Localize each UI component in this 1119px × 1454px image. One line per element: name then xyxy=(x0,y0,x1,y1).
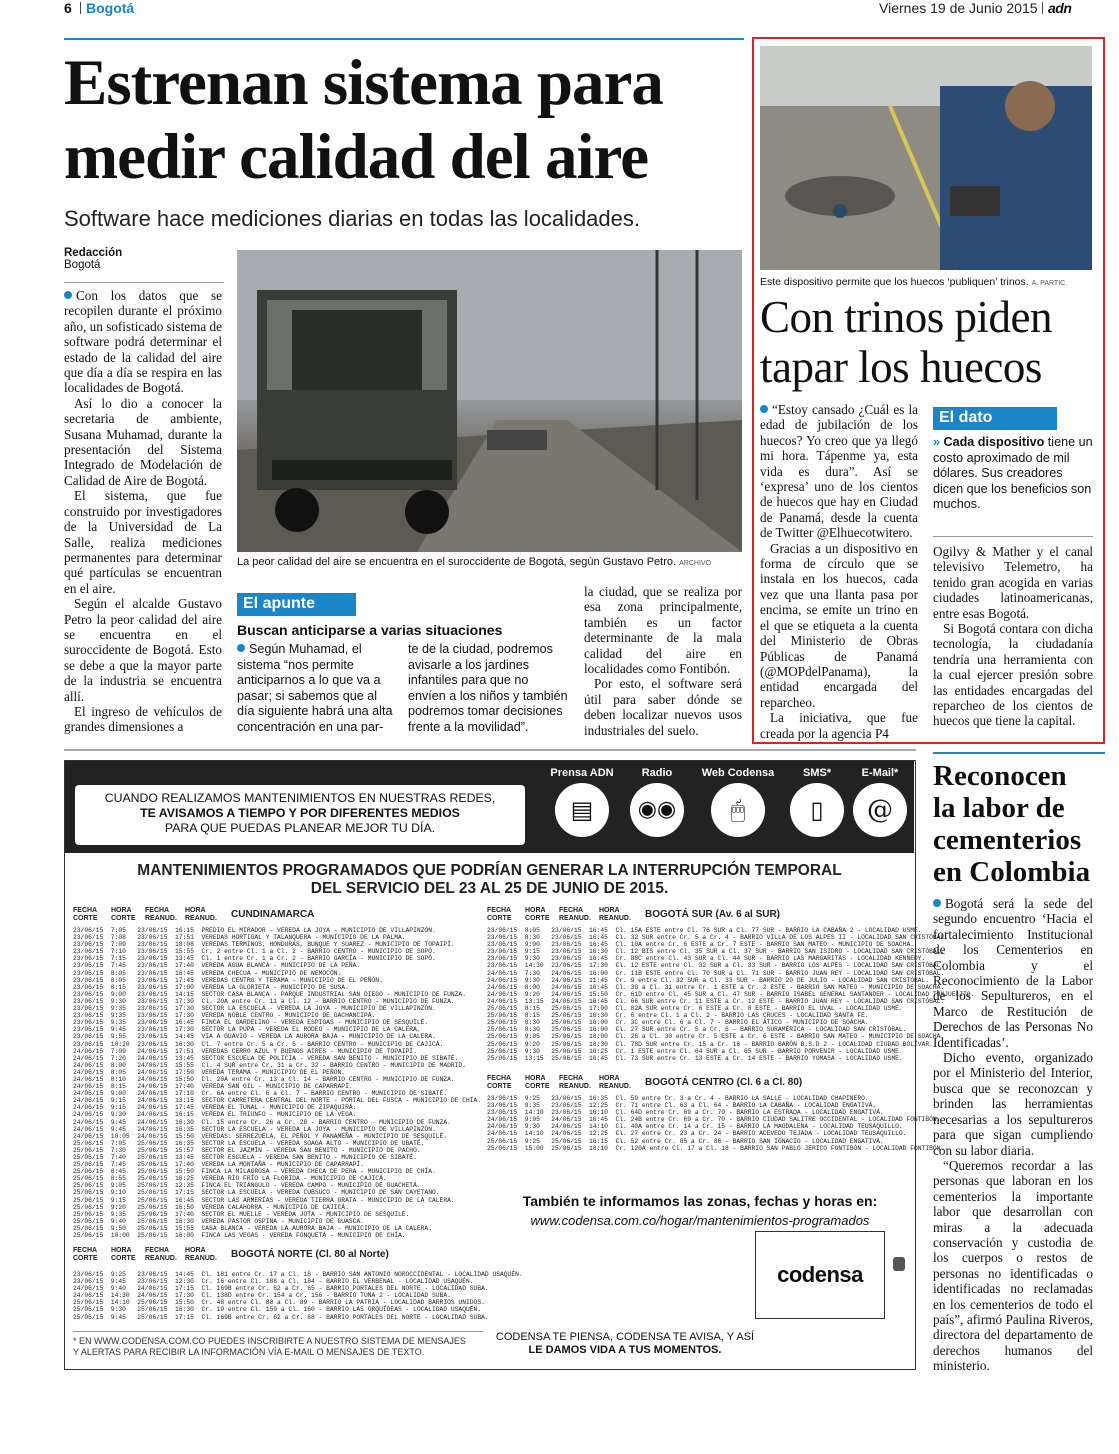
schedule-row: 23/06/15 9:45 23/06/15 12:30 Cr. 16 entre Cl. 188 a Cl. 184 - BARRIO EL VERBENAL - LOCALIDAD USAQUÉN. xyxy=(73,1278,474,1286)
schedule-row: 23/06/15 7:09 23/06/15 18:08 VEREDAS TERMINOS, HONDURAS, BUNQUE Y SUAREZ - MUNICIPIO DE TOPAIPÍ. xyxy=(73,941,455,949)
byline-place: Bogotá xyxy=(64,259,101,271)
byline-name: Redacción xyxy=(64,247,123,259)
byline xyxy=(64,247,224,271)
sur-header: FECHA CORTE HORA CORTE FECHA REANUD. HORA REANUD. BOGOTÁ SUR (Av. 6 al SUR) xyxy=(487,907,781,922)
cund-header: FECHA CORTE HORA CORTE FECHA REANUD. HORA REANUD. CUNDINAMARCA xyxy=(73,907,315,922)
side-col2: Ogilvy & Mather y el canal televisivo Telemetro, ha tenido gran acogida en varias ciudades latinoamericanas, entre esas Bogotá. Si Bogotá contara con dicha tecnología, la ciudadanía tendría una herramienta con la cual ejercer presión sobre las entidades encargadas del reparcheo de los cientos de huecos que tiene la capital. xyxy=(933,544,1093,729)
apunte-col1: Según Muhamad, el sistema “nos permite anticiparnos a lo que va a pasar; si sabemos que al día siguiente habrá una alta concentración en una par- xyxy=(237,642,393,734)
dato-box: » Cada dispositivo tiene un costo aproximado de mil dólares. Sus creadores dicen que los beneficios son muchos. xyxy=(933,435,1093,511)
schedule-row: 23/06/15 9:30 23/06/15 16:45 Cr. 88C entre Cl. 43 SUR a Cl. 44 SUR - BARRIO LAS MARGARITAS - LOCALIDAD KENNEDY. xyxy=(487,955,926,963)
schedule-row: 23/06/15 10:20 23/06/15 16:30 Cl. 7 entre Cr. 5 a Cr. 6 - BARRIO CENTRO - MUNICIPIO DE CAJICÁ. xyxy=(73,1040,444,1048)
schedule-row: 23/06/15 8:30 23/06/15 16:45 Cl. 32 SUR entre Cr. 5 a Cr. 4 - BARRIO VILLA DE LOS ALPES II - LOCALIDAD SAN CRISTÓBAL. xyxy=(487,934,949,942)
schedule-row: 25/06/15 8:55 25/06/15 16:25 VEREDA RIO FRÍO LA FLORIDA - MUNICIPIO DE CAJICÁ. xyxy=(73,1175,387,1183)
schedule-row: 23/06/15 9:15 23/06/15 16:30 Cl. 12 BIS entre Cl. 35 SUR a Cl. 37 SUR - BARRIO SAN ISIDRO - LOCALIDAD SAN CRISTÓBAL. xyxy=(487,948,945,956)
schedule-row: 25/06/15 14:10 25/06/15 15:50 Cr. 48 entre Cl. 88 a Cl. 89 - BARRIO LA PATRIA - LOCALIDAD BARRIOS UNIDOS. xyxy=(73,1299,485,1307)
main-col1: Con los datos que se recopilen durante el próximo año, un sofisticado sistema de software podrá determinar el estado de la calidad del aire que día a día se respira en las localidades de Bogotá. Así lo dio a conocer la secretaria de ambiente, Susana Muhamad, durante la presentación del Sistema Integrado de Modelación de Calidad de Aire de Bogotá. El sistema, que fue construido por investigadores de la Universidad de La Salle, realiza mediciones permanentes para determinar qué partículas se encuentran en el aire. Según el alcalde Gustavo Petro la peor calidad del aire se encuentra en el suroccidente de Bogotá. Esto se debe a que la mayor parte de la industria se encuentra allí. El ingreso de vehículos de grandes dimensiones a xyxy=(64,288,222,735)
schedule-row: 24/06/15 9:15 24/06/15 17:45 VEREDA EL TUNAL - MUNICIPIO DE ZIPAQUIRÁ. xyxy=(73,1104,357,1112)
schedule-row: 23/06/15 9:25 23/06/15 16:35 Cl. 59 entre Cr. 3 a Cr. 4 - BARRIO LA SALLE - LOCALIDAD CHAPINERO. xyxy=(487,1095,869,1102)
right-body: Bogotá será la sede del segundo encuentro ‘Hacia el fortalecimiento Institucional de los Cementerios en Colombia y el Reconocimiento de la Labor de los Sepultureros, en el Marco de Restitución de Derechos de las Personas No Identificadas’. Dicho evento, organizado por el Ministerio del Interior, busca que se reconozcan y brinden las herramientas necesarias a los sepultureros para que sigan cumpliendo con su labor diaria. “Queremos recordar a las personas que laboran en los cementerios la importante labor que desarrollan con miras a la adecuada conservación y custodia de los cuerpos o restos de personas no identificadas o identificadas no reclamadas en los cementerios de todo el país”, afirmó Paulina Riveros, directora del departamento de derechos humanos del ministerio. xyxy=(933,896,1093,1374)
main-subhead: Software hace mediciones diarias en todas las localidades. xyxy=(64,206,640,231)
schedule-row: 24/06/15 8:10 24/06/15 15:50 Cl. 20A entre Cr. 13 a Cl. 14 - BARRIO CENTRO - MUNICIPIO DE FUNZA. xyxy=(73,1075,455,1083)
section-label: Bogotá xyxy=(86,0,135,16)
schedule-row: 24/06/15 8:05 24/06/15 17:50 VEREDA TERAMA - MUNICIPIO DE EL PEÑÓN. xyxy=(73,1068,346,1076)
bullet-icon xyxy=(933,899,941,907)
schedule-row: 23/06/15 9:35 23/06/15 17:30 VEREDA NOBLE CENTRO - MUNICIPIO DE GACHANCIPÁ. xyxy=(73,1012,376,1020)
schedule-row: 23/06/15 8:05 23/06/15 16:45 VEREDA CHECUA - MUNICIPIO DE NEMOCÓN. xyxy=(73,969,342,977)
endesa-icon xyxy=(893,1257,905,1271)
channel-radio: Radio ◉◉ xyxy=(623,767,691,849)
schedule-row: 25/06/15 7:45 25/06/15 17:40 VEREDA LA MONTAÑA - MUNICIPIO DE CAPARRAPÍ. xyxy=(73,1161,364,1169)
schedule-row: 25/06/15 9:10 25/06/15 17:15 SECTOR LA ESCUELA - VEREDA CUBSUCO - MUNICIPIO DE SAN CAYETANO. xyxy=(73,1189,440,1197)
channel-prensa: Prensa ADN ▤ xyxy=(548,767,616,849)
brand-logo: adn xyxy=(1048,0,1072,16)
truck-illustration xyxy=(237,250,742,552)
dato-label: El dato xyxy=(933,407,1057,430)
schedule-row: 25/06/15 13:15 25/06/15 16:45 Cl. 73 SUR entre Cr. 13 ESTE a Cr. 14 ESTE - BARRIO YOMASA - LOCALIDAD USME. xyxy=(487,1054,903,1062)
bullet-icon xyxy=(64,291,72,299)
schedule-row: 23/06/15 7:08 23/06/15 17:51 VEREDAS HORTIGAL Y TALANQUERA - MUNICIPIO DE LA PALMA. xyxy=(73,934,406,942)
region-centro: BOGOTÁ CENTRO (Cl. 6 a Cl. 80) xyxy=(645,1077,803,1088)
slogan: CODENSA TE PIENSA, CODENSA TE AVISA, Y ASÍ LE DAMOS VIDA A TUS MOMENTOS. xyxy=(495,1331,755,1356)
schedule-row: 23/06/15 7:15 23/06/15 13:45 Cl. 1 entre Cr. 1 a Cr. 2 - BARRIO GARCÍA - MUNICIPIO DE SOPÓ. xyxy=(73,955,436,963)
truck-photo xyxy=(237,250,742,552)
pothole-illustration xyxy=(760,46,1092,270)
schedule-row: 25/06/15 9:35 25/06/15 17:40 SECTOR EL MUELLE - VEREDA JOTA - MUNICIPIO DE SESQUILÉ. xyxy=(73,1210,410,1218)
bullet-icon xyxy=(237,644,245,652)
norte-table xyxy=(73,1271,523,1327)
schedule-row: 23/06/15 9:25 23/06/15 14:45 Cl. 181 entre Cr. 17 a Cl. 18 - BARRIO SAN ANTONIO NOROCCIDENTAL - LOCALIDAD USAQUÉN. xyxy=(73,1271,523,1278)
schedule-row: 24/06/15 9:05 24/06/15 16:45 Cl. 24B entre Cr. 69 a Cr. 70 - BARRIO CIUDAD SALITRE OCCIDENTAL - LOCALIDAD FONTIBÓN. xyxy=(487,1116,941,1124)
chevron-icon: » xyxy=(933,435,941,449)
page-header xyxy=(64,0,1104,20)
schedule-row: 25/06/15 9:20 25/06/15 16:30 Cl. 78D SUR entre Cr. 15 a Cr. 16 - BARRIO BARÓN B.S.D 2 - LOCALIDAD CIUDAD BOLÍVAR. xyxy=(487,1040,933,1048)
schedule-row: 24/06/15 9:45 24/06/15 16:30 Cl. 15 entre Cr. 26 a Cr. 28 - BARRIO CENTRO - MUNICIPIO DE FUNZA. xyxy=(73,1118,451,1126)
schedule-row: 25/06/15 9:15 25/06/15 16:45 SECTOR LAS ARMERÍAS - VEREDA TIERRA GRATA - MUNICIPIO DE LA CALERA. xyxy=(73,1196,455,1204)
info-title: También te informamos las zonas, fechas y horas en: xyxy=(522,1193,878,1209)
schedule-row: 25/06/15 8:30 25/06/15 16:00 Cl. 27 SUR entre Cr. 5 a Cr. 6 - BARRIO SURAMÉRICA - LOCALIDAD SAN CRISTÓBAL. xyxy=(487,1026,907,1034)
schedule-row: 25/06/15 15:00 25/06/15 16:10 Cr. 120A entre Cl. 17 a Cl. 18 - BARRIO SAN PABLO JERICO FONTIBÓN - LOCALIDAD FONTIBÓN. xyxy=(487,1144,945,1152)
norte-header: FECHA CORTE HORA CORTE FECHA REANUD. HORA REANUD. BOGOTÁ NORTE (Cl. 80 al Norte) xyxy=(73,1247,389,1262)
schedule-row: 24/06/15 8:00 24/06/15 15:55 Cl. 4 SUR entre Cr. 31 a Cr. 32 - BARRIO CENTRO - MUNICIPIO DE MADRID. xyxy=(73,1061,466,1069)
schedule-row: 25/06/15 9:05 25/06/15 12:35 FINCA EL TRIÁNGULO - VEREDA CAMPO - MUNICIPIO DE GUACHETÁ. xyxy=(73,1182,421,1190)
date-label: Viernes 19 de Junio 2015 xyxy=(879,0,1038,16)
ad-title: MANTENIMIENTOS PROGRAMADOS QUE PODRÍAN GENERAR LA INTERRUPCIÓN TEMPORAL DEL SERVICIO DEL 23 AL 25 DE JUNIO DE 2015. xyxy=(137,862,842,897)
page-number: 6 xyxy=(64,0,72,16)
schedule-row: 24/06/15 14:30 24/06/15 17:30 Cl. 138D entre Cr. 154 a Cr. 156 - BARRIO TUNA 2 - LOCALIDAD SUBA. xyxy=(73,1292,451,1300)
schedule-row: 25/06/15 8:45 25/06/15 15:50 FINCA LA MILAGROSA - VEREDA CHECA DE PERA - MUNICIPIO DE CHÍA. xyxy=(73,1168,436,1176)
banner-textbox: CUANDO REALIZAMOS MANTENIMIENTOS EN NUESTRAS REDES, TE AVISAMOS A TIEMPO Y POR DIFERENTES MEDIOS PARA QUE PUEDAS PLANEAR MEJOR TU DÍA. xyxy=(75,785,525,845)
schedule-row: 25/06/15 9:05 25/06/15 16:00 Cl. 26 a Cl. 30 entre Cr. 5 ESTE a Cr. 6 ESTE - BARRIO SAN MATEO - MUNICIPIO DE SOACHA. xyxy=(487,1033,945,1041)
centro-table xyxy=(487,1095,945,1155)
apunte-title: Buscan anticiparse a varias situaciones xyxy=(237,622,503,638)
schedule-row: 25/06/15 7:40 25/06/15 13:45 SECTOR ESCUELA - VEREDA SAN BENITO - MUNICIPIO DE SIBATÉ. xyxy=(73,1154,417,1161)
schedule-row: 25/06/15 9:50 25/06/15 15:55 CASA BLANCA - VEREDA LA AURORA BAJA - MUNICIPIO DE LA CALERA. xyxy=(73,1224,432,1232)
ad-footnote: * EN WWW.CODENSA.COM.CO PUEDES INSCRIBIRTE A NUESTRO SISTEMA DE MENSAJES Y ALERTAS PARA RECIBIR LA INFORMACIÓN VÍA E-MAIL O MENSAJES DE TEXTO. xyxy=(73,1336,466,1357)
at-icon: @ xyxy=(853,783,907,837)
side-photo-caption: Este dispositivo permite que los huecos ‘publiquen’ trinos. A. PARTIC. xyxy=(760,276,1068,288)
schedule-row: 23/06/15 8:05 23/06/15 16:45 Cl. 15A ESTE entre Cl. 76 SUR a Cl. 77 SUR - BARRIO LA CABAÑA 2 - LOCALIDAD USME. xyxy=(487,927,922,934)
codensa-logo: codensa xyxy=(755,1231,885,1319)
schedule-row: 24/06/15 9:45 24/06/15 16:35 SECTOR LA ESCUELA - VEREDA LA JOYA - MUNICIPIO DE VILLAPINZÓN. xyxy=(73,1125,436,1133)
schedule-row: 25/06/15 9:40 25/06/15 16:30 VEREDA PASTOR OSPINA - MUNICIPIO DE GUASCA. xyxy=(73,1217,364,1225)
schedule-row: 24/06/15 14:10 24/06/15 12:25 Cl. 27 entre Cr. 23 a Cr. 24 - BARRIO ACEVEDO TEJADA - LOCALIDAD TEUSAQUILLO. xyxy=(487,1130,907,1138)
schedule-row: 24/06/15 9:40 24/06/15 17:15 Cl. 169B entre Cr. 62 a Cr. 65 - BARRIO PORTALES DEL NORTE - LOCALIDAD SUBA. xyxy=(73,1285,489,1293)
schedule-row: 25/06/15 10:00 25/06/15 16:00 FINCA LAS VEGAS - VEREDA FONQUETÁ - MUNICIPIO DE CHÍA. xyxy=(73,1232,406,1240)
schedule-row: 25/06/15 8:15 25/06/15 16:30 Cr. 6 entre Cl. 1 a Cl. 2 - BARRIO LAS CRUCES - LOCALIDAD SANTA FE. xyxy=(487,1012,869,1020)
schedule-row: 25/06/15 9:30 25/06/15 16:30 Cr. 19 entre Cl. 159 a Cl. 160 - BARRIO LAS ORQUÍDEAS - LOCALIDAD USAQUÉN. xyxy=(73,1306,482,1314)
schedule-row: 25/06/15 7:30 25/06/15 15:57 SECTOR EL JAZMÍN - VEREDA SAN BENITO - MUNICIPIO DE PACHO. xyxy=(73,1146,421,1154)
schedule-row: 24/06/15 13:15 24/06/15 16:45 Cl. 66 SUR entre Cr. 11 ESTE a Cr. 12 ESTE - BARRIO JUAN REY - LOCALIDAD SAN CRISTÓBAL. xyxy=(487,997,945,1005)
mouse-icon: 🖱 xyxy=(711,783,765,837)
schedule-row: 25/06/15 9:30 25/06/15 16:25 Cr. 1 ESTE entre Cl. 64 SUR a Cl. 65 SUR - BARRIO PORVENIR - LOCALIDAD USME. xyxy=(487,1047,903,1055)
main-col4: la ciudad, que se realiza por esa zona principalmente, también es un factor determinante de la mala calidad del aire en localidades como Fontibón. Por esto, el software será útil para saber dónde se deben localizar nuevos usos industriales del suelo. xyxy=(584,584,742,738)
region-sur: BOGOTÁ SUR (Av. 6 al SUR) xyxy=(645,909,781,920)
schedule-row: 25/06/15 9:20 25/06/15 16:50 VEREDA CALAHORRA - MUNICIPIO DE CAJICÁ. xyxy=(73,1203,349,1211)
schedule-row: 23/06/15 9:55 23/06/15 14:45 VIA A GUAVIO - VEREDA LA AURORA BAJA - MUNICIPIO DE LA CALERA. xyxy=(73,1033,436,1041)
schedule-row: 23/06/15 9:35 23/06/15 16:45 FINCA EL GARDELINO - VEREDA ESPIGAS - MUNICIPIO DE SESQUILÉ. xyxy=(73,1019,429,1027)
schedule-row: 24/06/15 8:00 24/06/15 16:45 Cl. 30 a Cl. 31 entre Cr. 1 ESTE a Cr. 2 ESTE - BARRIO SAN MATEO - MUNICIPIO DE SOACHA. xyxy=(487,983,945,991)
side-headline: Con trinos piden tapar los huecos xyxy=(760,292,1052,392)
info-url[interactable]: www.codensa.com.co/hogar/mantenimientos-programados xyxy=(530,1213,870,1228)
schedule-row: 25/06/15 8:30 25/06/15 16:00 Cr. 3C entre Cl. 6 a Cl. 7 - BARRIO EL ÁTICO - MUNICIPIO DE SOACHA. xyxy=(487,1019,869,1027)
side-col1: “Estoy cansado ¿Cuál es la edad de jubilación de los huecos? Yo creo que ya llegó mi hora. Tápenme ya, esta vida es dura”. Así se ‘expresa’ uno de los cientos de huecos que hay en Ciudad de Panamá, desde la cuenta de Twitter @Elhuecotwitero. Gracias a un dispositivo en forma de círculo que se instala en los huecos, cada vez que una llanta pasa por encima, se emite un trino en el que se etiqueta a la cuenta del Ministerio de Obras Públicas de Panamá (@MOPdelPanama), la entidad encargada del reparcheo. La iniciativa, que fue creada por la agencia P4 xyxy=(760,402,918,741)
schedule-row: 25/06/15 8:15 25/06/15 17:00 Cl. 82A SUR entre Cr. 6 ESTE a Cr. 8 ESTE - BARRIO EL UVAL - LOCALIDAD USME. xyxy=(487,1005,903,1013)
schedule-row: 24/06/15 9:30 24/06/15 11:45 Cr. 9 entre Cl. 32 SUR a Cl. 33 SUR - BARRIO 20 DE JULIO - LOCALIDAD SAN CRISTÓBAL. xyxy=(487,976,930,984)
schedule-row: 25/06/15 9:25 25/06/15 16:15 Cl. 52 entre Cr. 85 a Cr. 86 - BARRIO SAN IGNACIO - LOCALIDAD ENGATIVÁ. xyxy=(487,1137,884,1145)
schedule-row: 23/06/15 8:15 23/06/15 17:00 VEREDA LA GLORIETA - MUNICIPIO DE SUSA. xyxy=(73,983,349,991)
schedule-row: 23/06/15 8:05 23/06/15 17:45 VEREDAS CENTRO Y TERAMA - MUNICIPIO DE EL PEÑÓN. xyxy=(73,976,383,984)
codensa-ad xyxy=(64,760,975,1370)
bullet-icon xyxy=(760,405,768,413)
radio-icon: ◉◉ xyxy=(630,783,684,837)
schedule-row: 25/06/15 7:05 25/06/15 16:35 SECTOR LA ESCUELA - VEREDA SOAGA ALTO - MUNICIPIO DE UBATÉ. xyxy=(73,1139,425,1147)
schedule-row: 23/06/15 7:05 23/06/15 16:15 PREDIO EL MIRADOR - VEREDA LA JOYA - MUNICIPIO DE VILLAPINZÓN. xyxy=(73,927,436,934)
schedule-row: 24/06/15 9:30 24/06/15 16:15 VEREDA EL TRIUNFO - MUNICIPIO DE LA VEGA. xyxy=(73,1111,357,1119)
schedule-row: 24/06/15 7:30 24/06/15 16:00 Cr. 11B ESTE entre Cl. 70 SUR a Cl. 71 SUR - BARRIO JUAN REY - LOCALIDAD SAN CRISTÓBAL. xyxy=(487,969,945,977)
schedule-row: 25/06/15 9:45 25/06/15 17:15 Cl. 169B entre Cr. 62 a Cr. 68 - BARRIO PORTALES DEL NORTE - LOCALIDAD SUBA. xyxy=(73,1313,489,1321)
schedule-row: 24/06/15 10:05 24/06/15 15:50 VEREDAS: SERREZUELA, EL PEÑOL Y PANAMEÑA - MUNICIPIO DE SESQUILÉ. xyxy=(73,1132,448,1140)
schedule-row: 24/06/15 9:15 24/06/15 13:15 SECTOR CARRETERA CENTRAL DEL NORTE - PORTAL DEL FUSCA - MUNICIPIO DE CHÍA. xyxy=(73,1097,482,1105)
cund-table xyxy=(73,927,485,1241)
schedule-row: 23/06/15 7:10 23/06/15 15:55 Cr. 2 entre Cl. 1 a Cl. 2 - BARRIO CENTRO - MUNICIPIO DE SOPÓ. xyxy=(73,948,436,956)
schedule-row: 23/06/15 9:35 23/06/15 17:30 SECTOR LA ESCUELA - VEREDA LA JOYA - MUNICIPIO DE VILLAPINZÓN. xyxy=(73,1005,436,1013)
phone-icon: ▯ xyxy=(790,783,844,837)
main-headline: Estrenan sistema para medir calidad del aire xyxy=(64,47,663,193)
schedule-row: 23/06/15 9:35 23/06/15 12:25 Cr. 71 entre Cl. 63 a Cl. 64 - BARRIO LA CABAÑA - LOCALIDAD ENGATIVÁ. xyxy=(487,1102,877,1110)
pothole-photo xyxy=(760,46,1092,270)
schedule-row: 23/06/15 7:45 23/06/15 17:40 VEREDA AGUA BLANCA - MUNICIPIO DE LA PEÑA. xyxy=(73,962,361,970)
apunte-label: El apunte xyxy=(237,593,356,616)
channel-web: Web Codensa 🖱 xyxy=(693,767,783,849)
schedule-row: 23/06/15 9:00 23/06/15 16:45 Cl. 10A entre Cr. 6 ESTE a Cr. 7 ESTE - BARRIO SAN MATEO - MUNICIPIO DE SOACHA. xyxy=(487,941,914,949)
schedule-row: 24/06/15 9:20 24/06/15 15:50 Cr. 61D entre Cl. 45 SUR a Cl. 47 SUR - BARRIO ISABEL GENERAL SANTANDER - LOCALIDAD TUNJUELITO. xyxy=(487,990,975,998)
schedule-row: 23/06/15 9:00 23/06/15 14:15 SECTOR CASA BLANCA - PARQUE INDUSTRIAL SAN DIEGO - MUNICIPIO DE FUNZA. xyxy=(73,990,466,998)
ad-banner xyxy=(65,761,914,853)
schedule-row: 23/06/15 14:10 23/06/15 16:10 Cl. 64D entre Cr. 69 a Cr. 70 - BARRIO LA ESTRADA - LOCALIDAD ENGATIVÁ. xyxy=(487,1109,884,1117)
schedule-row: 24/06/15 7:20 24/06/15 13:45 SECTOR ESCUELA DE POLICIA - VEREDA SAN BENITO - MUNICIPIO DE SIBATÉ. xyxy=(73,1054,459,1062)
newspaper-icon: ▤ xyxy=(555,783,609,837)
header-rule xyxy=(64,38,744,40)
right-headline: Reconocen la labor de cementerios en Colombia xyxy=(933,760,1091,888)
schedule-row: 24/06/15 8:15 24/06/15 17:40 VEREDA SAN GIL - MUNICIPIO DE CAPARRAPÍ. xyxy=(73,1083,353,1091)
schedule-row: 24/06/15 9:30 24/06/15 14:10 Cl. 40A entre Cr. 14 a Cr. 15 - BARRIO LA MAGDALENA - LOCALIDAD TEUSAQUILLO. xyxy=(487,1123,903,1131)
centro-header: FECHA CORTE HORA CORTE FECHA REANUD. HORA REANUD. BOGOTÁ CENTRO (Cl. 6 a Cl. 80) xyxy=(487,1075,803,1090)
channel-sms: SMS* ▯ xyxy=(787,767,847,849)
region-cundinamarca: CUNDINAMARCA xyxy=(231,909,315,920)
schedule-row: 24/06/15 9:00 24/06/15 17:10 Cr. 6A entre Cl. 6 a Cl. 7 - BARRIO CENTRO - MUNICIPIO DE SIBATÉ. xyxy=(73,1090,448,1098)
schedule-row: 23/06/15 9:45 23/06/15 17:30 SECTOR LA PUPA - VEREDA EL RODEO - MUNICIPIO DE LA CALERA. xyxy=(73,1026,421,1034)
region-norte: BOGOTÁ NORTE (Cl. 80 al Norte) xyxy=(231,1249,389,1260)
apunte-col2: te de la ciudad, podremos avisarle a los jardines infantiles para que no envíen a los niños y también podremos tomar decisiones frente a la movilidad”. xyxy=(408,642,568,734)
channel-email: E-Mail* @ xyxy=(849,767,911,849)
schedule-row: 23/06/15 14:30 23/06/15 17:30 Cl. 12 ESTE entre Cl. 32 SUR a Cl. 33 SUR - BARRIO LOS ALPES - LOCALIDAD SAN CRISTÓBAL. xyxy=(487,962,945,970)
schedule-row: 23/06/15 9:30 23/06/15 17:30 Cl. 20A entre Cr. 11 a Cl. 12 - BARRIO CENTRO - MUNICIPIO DE FUNZA. xyxy=(73,997,455,1005)
main-photo-caption: La peor calidad del aire se encuentra en el suroccidente de Bogotá, según Gustavo Petro. ARCHIVO xyxy=(237,556,712,568)
schedule-row: 24/06/15 7:09 24/06/15 17:51 VEREDAS CERRO AZUL Y BUENOS AIRES - MUNICIPIO DE TOPAIPÍ. xyxy=(73,1047,417,1055)
sur-table xyxy=(487,927,975,1069)
